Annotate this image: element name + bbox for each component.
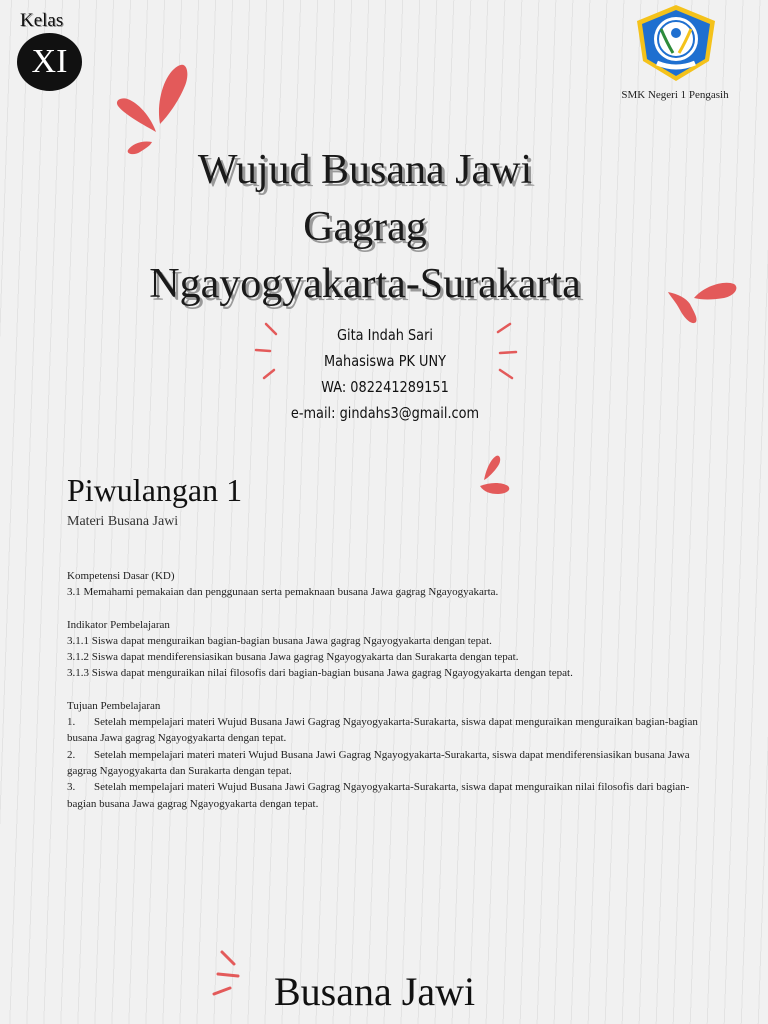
kd-item-number: 3.1 (67, 586, 81, 599)
tujuan-item (67, 747, 707, 780)
author-email: e-mail: gindahs3@gmail.com (290, 404, 480, 422)
indikator-item: 3.1.2 Siswa dapat mendiferensiasikan busana Jawa gagrag Ngayogyakarta dan Surakarta dengan tepat. (67, 651, 519, 664)
tujuan-item-text: Setelah mempelajari materi Wujud Busana Jawi Gagrag Ngayogyakarta-Surakarta, siswa dapat menguraikan menguraikan bagian-bagian busana Jawa gagrag Ngayogyakarta dengan tepat. (67, 716, 698, 745)
kd-item (67, 584, 707, 600)
section-heading: Piwulangan 1 (67, 472, 243, 508)
learning-objectives (67, 568, 707, 812)
school-name: SMK Negeri 1 Pengasih (621, 89, 729, 101)
class-label: Kelas (20, 10, 64, 31)
school-emblem-icon (633, 3, 719, 83)
sparkle-lines-bottom (208, 946, 244, 1000)
author-name: Gita Indah Sari (337, 326, 433, 344)
tujuan-item-number: 1. (67, 716, 76, 729)
tujuan-item (67, 779, 707, 812)
author-role: Mahasiswa PK UNY (323, 352, 447, 370)
tujuan-item (67, 714, 707, 747)
title-line-2: Gagrag (303, 204, 427, 250)
tujuan-item-number: 2. (67, 748, 76, 761)
document-title (80, 142, 650, 313)
class-grade-badge: XI (17, 33, 82, 91)
tujuan-item-number: 3. (67, 781, 76, 794)
tujuan-heading: Tujuan Pembelajaran (67, 699, 161, 712)
kd-item-text: Memahami pemakaian dan penggunaan serta pemaknaan busana Jawa gagrag Ngayogyakarta. (83, 586, 499, 599)
indikator-heading: Indikator Pembelajaran (67, 618, 170, 631)
author-phone: WA: 082241289151 (321, 378, 449, 396)
title-line-1: Wujud Busana Jawi (197, 147, 533, 193)
next-section-heading: Busana Jawi (274, 969, 476, 1014)
title-line-3: Ngayogyakarta-Surakarta (149, 261, 581, 307)
indikator-item: 3.1.3 Siswa dapat menguraikan nilai filosofis dari bagian-bagian busana Jawa gagrag Ngayogyakarta dengan tepat. (67, 667, 573, 680)
indikator-item: 3.1.1 Siswa dapat menguraikan bagian-bagian busana Jawa gagrag Ngayogyakarta dengan tepat. (67, 634, 492, 647)
splash-decoration-right (664, 276, 740, 326)
section-subheading: Materi Busana Jawi (67, 514, 179, 529)
tujuan-item-text: Setelah mempelajari materi Wujud Busana Jawi Gagrag Ngayogyakarta-Surakarta, siswa dapat menguraikan nilai filosofis dari bagian-bagian busana Jawa gagrag Ngayogyakarta dengan tepat. (67, 781, 690, 810)
splash-decoration-middle (470, 452, 514, 500)
kd-heading: Kompetensi Dasar (KD) (67, 570, 175, 582)
tujuan-item-text: Setelah mempelajari materi materi Wujud Busana Jawi Gagrag Ngayogyakarta-Surakarta, siswa dapat mendiferensiasikan busana Jawa gagrag Ngayogyakarta dan Surakarta dengan tepat. (67, 748, 690, 777)
author-info (269, 322, 501, 426)
